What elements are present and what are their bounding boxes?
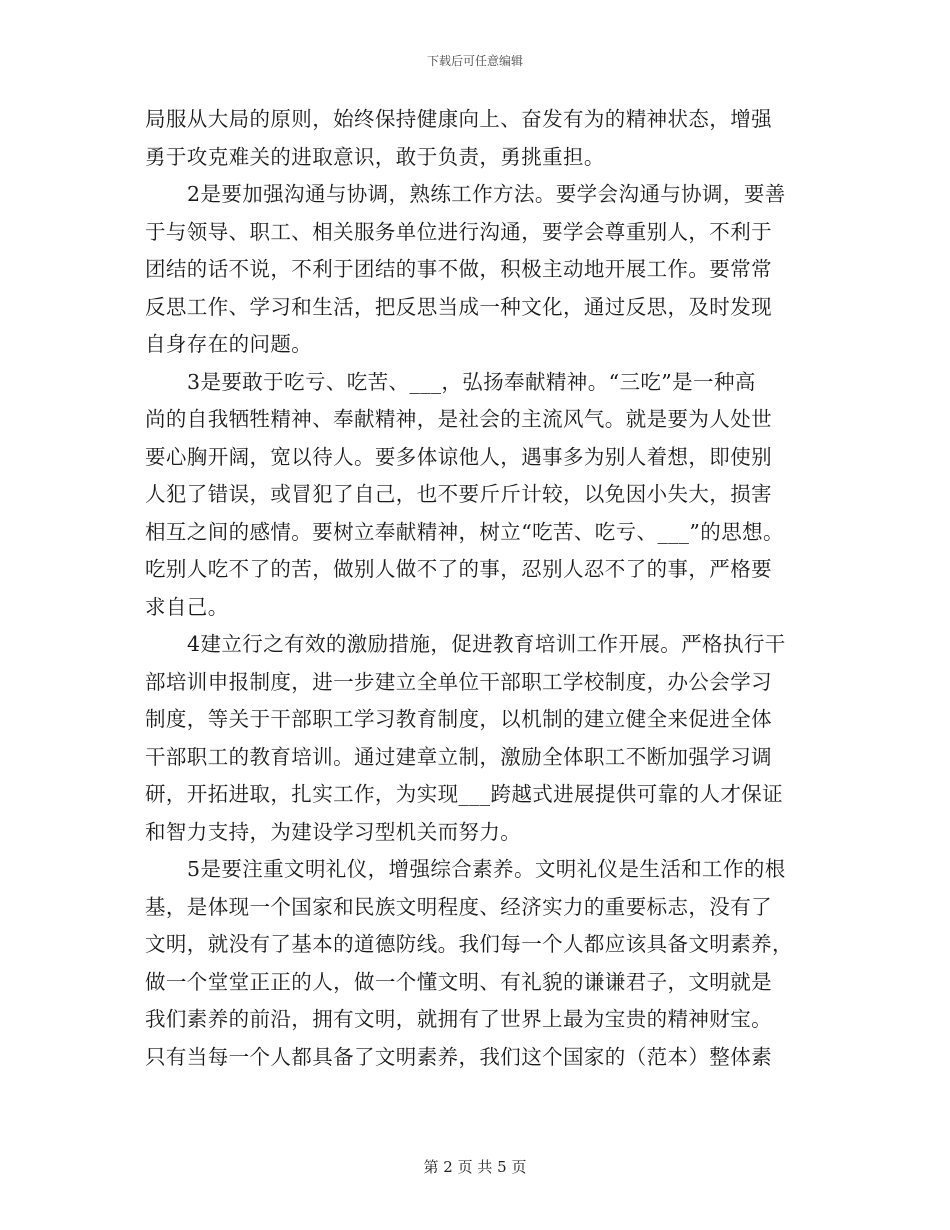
text-line: 我们素养的前沿，拥有文明，就拥有了世界上最为宝贵的精神财宝。 [145, 1007, 772, 1031]
text-line: 相互之间的感情。要树立奉献精神，树立“吃苦、吃亏、___”的思想。 [145, 519, 784, 544]
text-line: 3是要敢于吃亏、吃苦、___，弘扬奉献精神。“三吃”是一种高 [187, 369, 756, 394]
text-line: 自身存在的问题。 [145, 332, 313, 356]
text-line: 5是要注重文明礼仪，增强综合素养。文明礼仪是生活和工作的根 [187, 857, 786, 881]
text-line: 反思工作、学习和生活，把反思当成一种文化，通过反思，及时发现 [145, 294, 772, 319]
text-line: 2是要加强沟通与协调，熟练工作方法。要学会沟通与协调，要善 [187, 182, 786, 206]
document-body [145, 101, 825, 1076]
text-line: 吃别人吃不了的苦，做别人做不了的事，忍别人忍不了的事，严格要 [145, 557, 772, 581]
text-line: 基，是体现一个国家和民族文明程度、经济实力的重要标志，没有了 [145, 894, 772, 919]
page-footer: 第 2 页 共 5 页 [423, 1158, 527, 1176]
text-line: 4建立行之有效的激励措施，促进教育培训工作开展。严格执行干 [187, 632, 786, 656]
page-header: 下载后可任意编辑 [426, 54, 523, 68]
text-line: 只有当每一个人都具备了文明素养，我们这个国家的（范本）整体素 [145, 1044, 772, 1069]
text-line: 尚的自我牺牲精神、奉献精神，是社会的主流风气。就是要为人处世 [145, 407, 772, 431]
text-line: 局服从大局的原则，始终保持健康向上、奋发有为的精神状态，增强 [145, 107, 772, 131]
text-line: 团结的话不说，不利于团结的事不做，积极主动地开展工作。要常常 [145, 257, 772, 281]
text-line: 制度，等关于干部职工学习教育制度，以机制的建立健全来促进全体 [145, 707, 772, 731]
text-line: 干部职工的教育培训。通过建章立制，激励全体职工不断加强学习调 [145, 744, 772, 769]
text-line: 文明，就没有了基本的道德防线。我们每一个人都应该具备文明素养， [145, 932, 793, 956]
text-line: 人犯了错误，或冒犯了自己，也不要斤斤计较，以免因小失大，损害 [145, 482, 772, 506]
text-line: 做一个堂堂正正的人，做一个懂文明、有礼貌的谦谦君子，文明就是 [145, 969, 772, 994]
text-line: 求自己。 [145, 594, 229, 619]
text-line: 要心胸开阔，宽以待人。要多体谅他人，遇事多为别人着想，即使别 [145, 444, 772, 469]
text-line: 和智力支持，为建设学习型机关而努力。 [145, 819, 522, 844]
text-line: 于与领导、职工、相关服务单位进行沟通，要学会尊重别人，不利于 [145, 219, 772, 244]
text-line: 勇于攻克难关的进取意识，敢于负责，勇挑重担。 [145, 144, 605, 169]
text-line: 部培训申报制度，进一步建立全单位干部职工学校制度，办公会学习 [145, 669, 772, 694]
text-line: 研，开拓进取，扎实工作，为实现___跨越式进展提供可靠的人才保证 [145, 782, 784, 806]
